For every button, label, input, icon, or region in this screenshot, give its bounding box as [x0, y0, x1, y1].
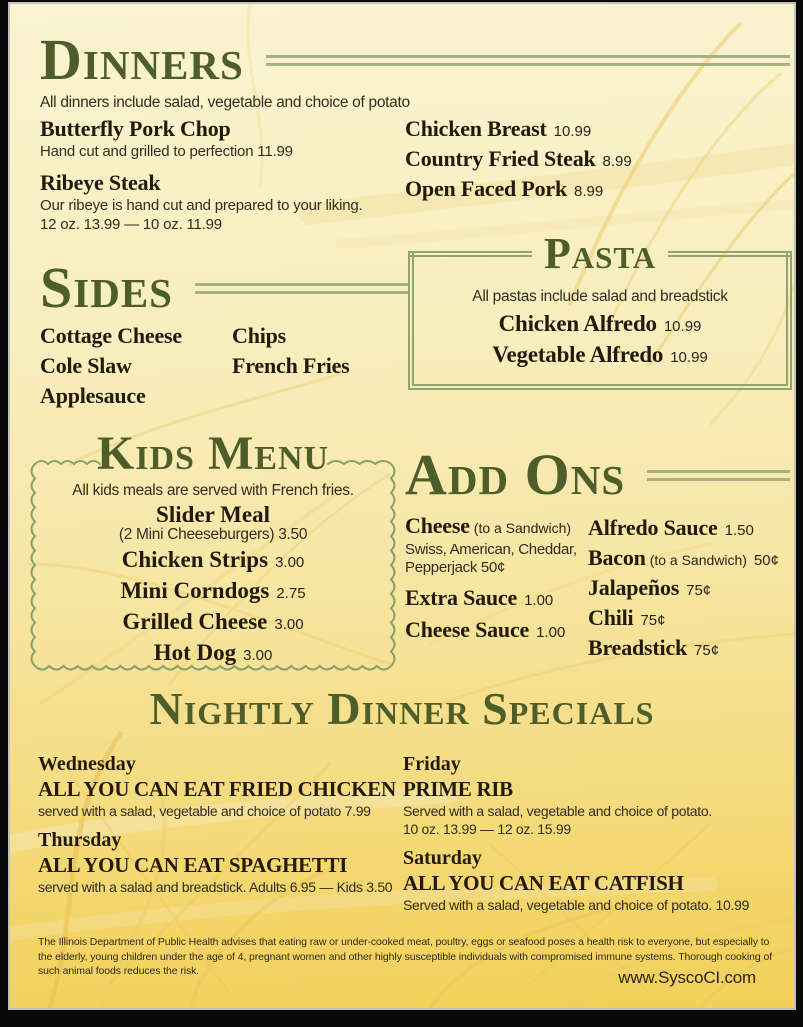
- pasta-box: [408, 230, 792, 390]
- kids-menu-title: Kids Menu: [96, 427, 330, 480]
- menu-item: [40, 116, 400, 161]
- dinners-header: [40, 24, 790, 96]
- website-url: www.SyscoCI.com: [618, 968, 756, 987]
- item-desc: 12 oz. 13.99 — 10 oz. 11.99: [40, 216, 222, 233]
- menu-item: [405, 115, 632, 145]
- pasta-title: Pasta: [543, 229, 657, 278]
- item-name: Cole Slaw: [40, 353, 132, 378]
- item-price: 8.99: [602, 153, 632, 170]
- dinners-title: Dinners: [40, 27, 244, 92]
- sides-header: [40, 256, 408, 320]
- menu-item: [405, 145, 632, 175]
- sides-rule: [195, 283, 408, 294]
- special-item: [38, 752, 400, 820]
- pasta-content: [408, 288, 792, 370]
- pasta-subtitle: All pastas include salad and breadstick: [472, 288, 728, 305]
- item-name: Country Fried Steak: [405, 146, 596, 171]
- sides-title: Sides: [40, 255, 173, 320]
- side-item: [232, 322, 350, 352]
- specials-right-column: [403, 752, 794, 914]
- menu-item: [35, 579, 391, 606]
- item-price: 8.99: [574, 183, 604, 200]
- dinners-right-column: [405, 115, 632, 205]
- item-name: Slider Meal: [156, 502, 270, 527]
- menu-item: [35, 548, 391, 575]
- menu-paper: [10, 4, 794, 1008]
- dinners-subtitle: All dinners include salad, vegetable and choice of potato: [40, 94, 410, 111]
- specials-title: Nightly Dinner Specials: [149, 683, 655, 734]
- item-name: Applesauce: [40, 383, 146, 408]
- special-name: ALL YOU CAN EAT SPAGHETTI: [38, 853, 348, 877]
- item-desc: Pepperjack 50¢: [405, 559, 506, 576]
- item-name: Chicken Strips: [121, 547, 269, 572]
- special-name: ALL YOU CAN EAT FRIED CHICKEN: [38, 777, 396, 801]
- item-name: Cheese Sauce: [405, 617, 530, 642]
- specials-left-column: [38, 752, 400, 896]
- item-price: 1.00: [536, 624, 566, 641]
- item-name: Chicken Alfredo: [498, 311, 657, 336]
- item-price: 50¢: [753, 552, 779, 569]
- item-price: 1.50: [724, 522, 754, 539]
- item-name: Breadstick: [588, 635, 688, 660]
- special-desc: served with a salad and breadstick. Adults 6.95 — Kids 3.50: [38, 879, 393, 895]
- item-price: 10.99: [670, 349, 708, 366]
- dinners-left-column: [40, 116, 400, 243]
- item-name: Bacon: [588, 545, 646, 570]
- menu-item: [408, 312, 792, 339]
- special-item: [38, 828, 400, 896]
- item-price: 3.00: [243, 647, 273, 664]
- item-desc: Hand cut and grilled to perfection 11.99: [40, 143, 293, 160]
- special-desc: served with a salad, vegetable and choice of potato 7.99: [38, 803, 371, 819]
- item-name: Butterfly Pork Chop: [40, 116, 231, 141]
- sides-column-2: [232, 322, 350, 412]
- pasta-rule-right: [668, 251, 792, 257]
- item-name: Vegetable Alfredo: [492, 342, 664, 367]
- special-desc: 10 oz. 13.99 — 12 oz. 15.99: [403, 821, 571, 837]
- addons-header: [405, 442, 790, 508]
- side-item: [40, 382, 232, 412]
- item-name: Mini Corndogs: [120, 578, 270, 603]
- sides-list: [40, 322, 350, 412]
- item-price: 10.99: [553, 123, 592, 140]
- item-name: Grilled Cheese: [122, 609, 268, 634]
- item-name: Chili: [588, 605, 634, 630]
- item-price: 75¢: [694, 642, 720, 659]
- special-item: [403, 846, 794, 914]
- item-name: Cheese: [405, 513, 470, 538]
- item-name-row: [405, 514, 587, 541]
- kids-menu-content: [35, 482, 391, 668]
- item-name: French Fries: [232, 353, 350, 378]
- dinners-rule: [266, 55, 790, 66]
- item-name: Chips: [232, 323, 287, 348]
- side-item: [40, 352, 232, 382]
- item-name: Extra Sauce: [405, 585, 518, 610]
- item-note: (to a Sandwich): [649, 552, 747, 568]
- menu-item: [40, 170, 400, 234]
- special-day: Thursday: [38, 829, 122, 851]
- item-price: 10.99: [663, 318, 702, 335]
- item-name: Open Faced Pork: [405, 176, 567, 201]
- item-name: Cottage Cheese: [40, 323, 182, 348]
- item-price: 3.00: [274, 616, 304, 633]
- menu-item: [405, 584, 587, 614]
- item-name: Chicken Breast: [405, 116, 547, 141]
- item-desc: Our ribeye is hand cut and prepared to your liking.: [40, 197, 363, 214]
- item-note: (2 Mini Cheeseburgers) 3.50: [118, 526, 308, 543]
- addons-right-column: [588, 514, 794, 664]
- item-note: (to a Sandwich): [473, 520, 572, 536]
- item-name: Jalapeños: [588, 575, 680, 600]
- addons-left-column: [405, 514, 587, 646]
- item-price: 2.75: [276, 585, 306, 602]
- menu-item: [588, 634, 794, 664]
- special-name: ALL YOU CAN EAT CATFISH: [403, 871, 684, 895]
- addons-rule: [647, 470, 790, 481]
- kids-menu-box: [25, 428, 401, 680]
- special-day: Friday: [403, 753, 461, 775]
- menu-item: [588, 574, 794, 604]
- menu-item: [588, 604, 794, 634]
- side-item: [232, 352, 350, 382]
- special-desc: Served with a salad, vegetable and choice of potato.: [403, 803, 712, 819]
- item-price: 3.00: [275, 554, 305, 571]
- menu-item: [588, 514, 794, 544]
- item-name: Ribeye Steak: [40, 170, 161, 195]
- special-day: Wednesday: [38, 753, 136, 775]
- item-price: 75¢: [686, 582, 712, 599]
- pasta-rule-left: [408, 251, 532, 257]
- special-item: [403, 752, 794, 838]
- menu-item: [405, 514, 587, 577]
- menu-item: [405, 175, 632, 205]
- item-price: 1.00: [524, 592, 554, 609]
- side-item: [40, 322, 232, 352]
- item-desc: Swiss, American, Cheddar,: [405, 541, 577, 558]
- item-name: Hot Dog: [153, 640, 237, 665]
- menu-item: [35, 610, 391, 637]
- item-name: Alfredo Sauce: [588, 515, 718, 540]
- item-price: 75¢: [640, 612, 666, 629]
- menu-item: [405, 616, 587, 646]
- special-day: Saturday: [403, 847, 482, 869]
- kids-subtitle: All kids meals are served with French fries.: [72, 482, 354, 499]
- menu-item: [35, 641, 391, 668]
- pasta-header: [408, 230, 792, 278]
- menu-item: [588, 544, 794, 574]
- health-disclaimer: The Illinois Department of Public Health advises that eating raw or under-cooked meat, poultry, eggs or seafood poses a health risk to everyone, but especially to the elderly, young children under the age of 4, pregnant women and other highly susceptible individuals with compromised immune systems. Thorough cooking of such animal foods reduces the risk.: [38, 936, 773, 977]
- addons-title: Add Ons: [405, 442, 626, 507]
- special-desc: Served with a salad, vegetable and choice of potato. 10.99: [403, 897, 750, 913]
- special-name: PRIME RIB: [403, 777, 513, 801]
- menu-item: [408, 343, 792, 370]
- sides-column-1: [40, 322, 232, 412]
